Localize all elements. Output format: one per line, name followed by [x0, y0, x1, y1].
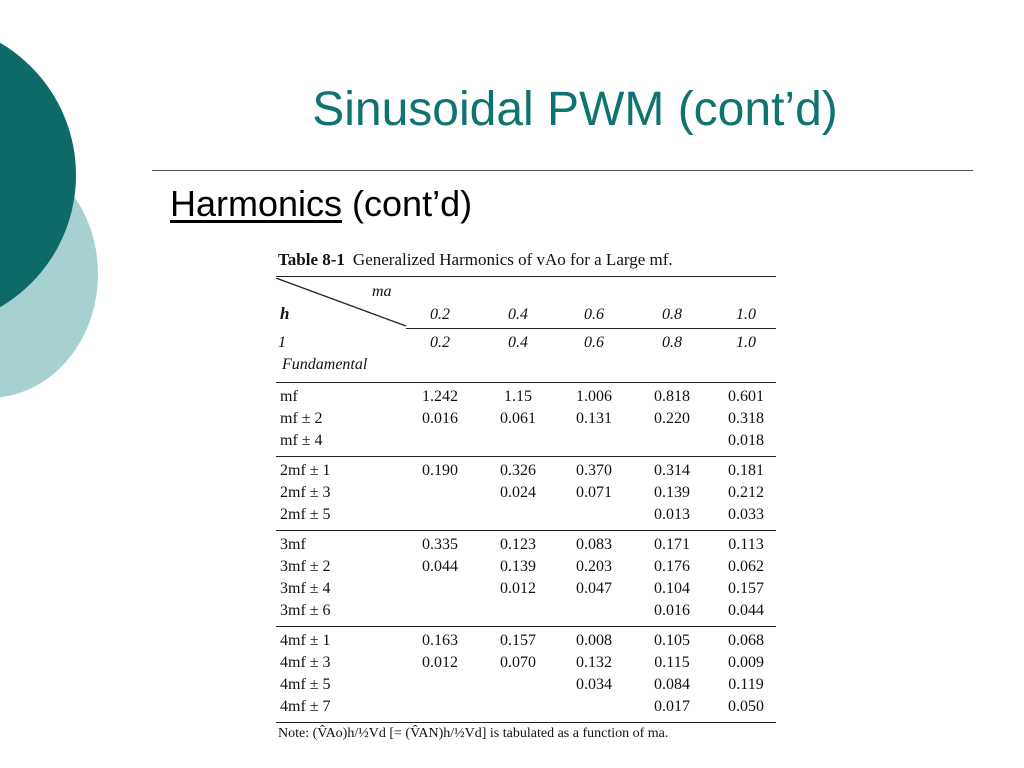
harmonic-order-label: 2mf ± 1 [280, 462, 331, 479]
harmonics-table [276, 250, 776, 750]
harmonic-value: 0.083 [576, 536, 612, 553]
harmonic-value: 0.016 [422, 410, 458, 427]
harmonic-order-label: mf ± 4 [280, 432, 323, 449]
table-row [276, 536, 776, 558]
table-bottom-rule [276, 722, 776, 723]
harmonic-value: 0.115 [654, 654, 690, 671]
harmonic-value: 0.018 [728, 432, 764, 449]
harmonic-value: 0.157 [728, 580, 764, 597]
harmonic-value: 0.105 [654, 632, 690, 649]
table-row [276, 602, 776, 624]
title-divider [152, 170, 973, 171]
harmonic-value: 0.044 [422, 558, 458, 575]
table-row [276, 632, 776, 654]
ma-value: 0.8 [662, 306, 682, 323]
harmonic-value: 0.104 [654, 580, 690, 597]
harmonic-value: 0.818 [654, 388, 690, 405]
harmonic-order-label: 3mf [280, 536, 306, 553]
table-row [276, 506, 776, 528]
harmonic-value: 0.190 [422, 462, 458, 479]
table-row [276, 462, 776, 484]
harmonic-value: 0.013 [654, 506, 690, 523]
harmonic-order-label: 4mf ± 3 [280, 654, 331, 671]
harmonic-value: 0.326 [500, 462, 536, 479]
table-top-rule [276, 276, 776, 277]
harmonic-value: 0.024 [500, 484, 536, 501]
harmonic-value: 0.220 [654, 410, 690, 427]
harmonic-value: 0.068 [728, 632, 764, 649]
harmonic-value: 0.131 [576, 410, 612, 427]
harmonic-value: 0.071 [576, 484, 612, 501]
table-label: Table 8-1 [278, 250, 345, 269]
harmonic-value: 1.242 [422, 388, 458, 405]
harmonic-value: 0.044 [728, 602, 764, 619]
harmonic-value: 0.601 [728, 388, 764, 405]
subtitle-underlined: Harmonics [170, 183, 343, 224]
harmonic-value: 0.062 [728, 558, 764, 575]
header-h: h [280, 304, 290, 323]
table-caption [278, 250, 673, 270]
harmonic-value: 1.15 [504, 388, 532, 405]
harmonic-order-label: 3mf ± 6 [280, 602, 331, 619]
harmonic-value: 0.012 [422, 654, 458, 671]
harmonic-value: 1.006 [576, 388, 612, 405]
table-row [276, 654, 776, 676]
harmonic-value: 0.176 [654, 558, 690, 575]
harmonic-value: 0.139 [654, 484, 690, 501]
ma-value: 0.6 [584, 306, 604, 323]
harmonic-value: 0.017 [654, 698, 690, 715]
slide-title: Sinusoidal PWM (cont’d) [312, 83, 838, 136]
slide-subtitle [170, 183, 472, 225]
table-row [276, 432, 776, 454]
fundamental-rule [276, 382, 776, 383]
header-ma: ma [372, 283, 392, 300]
fundamental-value: 0.6 [584, 334, 604, 351]
harmonic-value: 0.008 [576, 632, 612, 649]
harmonic-value: 0.084 [654, 676, 690, 693]
harmonic-value: 0.123 [500, 536, 536, 553]
harmonic-value: 0.070 [500, 654, 536, 671]
harmonic-value: 0.033 [728, 506, 764, 523]
harmonic-value: 0.314 [654, 462, 690, 479]
table-row [276, 410, 776, 432]
header-bottom-rule [406, 328, 776, 329]
table-row [276, 484, 776, 506]
harmonic-value: 0.016 [654, 602, 690, 619]
harmonic-value: 0.047 [576, 580, 612, 597]
harmonic-value: 0.212 [728, 484, 764, 501]
harmonic-value: 0.157 [500, 632, 536, 649]
harmonic-value: 0.163 [422, 632, 458, 649]
harmonic-value: 0.370 [576, 462, 612, 479]
harmonic-order-label: 4mf ± 7 [280, 698, 331, 715]
ma-value: 0.2 [430, 306, 450, 323]
harmonic-value: 0.119 [728, 676, 764, 693]
harmonic-order-label: 3mf ± 2 [280, 558, 331, 575]
ma-value: 0.4 [508, 306, 528, 323]
group-divider [276, 626, 776, 627]
harmonic-order-label: 2mf ± 3 [280, 484, 331, 501]
fundamental-value: 0.2 [430, 334, 450, 351]
table-row [276, 558, 776, 580]
harmonic-value: 0.335 [422, 536, 458, 553]
table-row [276, 698, 776, 720]
harmonic-value: 0.181 [728, 462, 764, 479]
fundamental-h: 1 [278, 334, 286, 351]
harmonic-order-label: mf ± 2 [280, 410, 323, 427]
harmonic-value: 0.171 [654, 536, 690, 553]
harmonic-value: 0.113 [728, 536, 764, 553]
harmonic-value: 0.318 [728, 410, 764, 427]
harmonic-order-label: 4mf ± 1 [280, 632, 331, 649]
table-row [276, 676, 776, 698]
harmonic-value: 0.034 [576, 676, 612, 693]
harmonic-value: 0.061 [500, 410, 536, 427]
harmonic-order-label: 4mf ± 5 [280, 676, 331, 693]
table-row [276, 580, 776, 602]
ma-values-row [276, 306, 776, 328]
harmonic-value: 0.050 [728, 698, 764, 715]
harmonic-order-label: 3mf ± 4 [280, 580, 331, 597]
harmonic-order-label: mf [280, 388, 298, 405]
group-divider [276, 456, 776, 457]
harmonic-value: 0.012 [500, 580, 536, 597]
ma-value: 1.0 [736, 306, 756, 323]
group-divider [276, 530, 776, 531]
table-row [276, 388, 776, 410]
harmonic-value: 0.139 [500, 558, 536, 575]
table-caption-text: Generalized Harmonics of vAo for a Large mf. [352, 250, 673, 269]
fundamental-value: 0.8 [662, 334, 682, 351]
fundamental-value: 0.4 [508, 334, 528, 351]
harmonic-value: 0.203 [576, 558, 612, 575]
harmonic-value: 0.009 [728, 654, 764, 671]
harmonic-value: 0.132 [576, 654, 612, 671]
fundamental-row [276, 334, 776, 356]
fundamental-value: 1.0 [736, 334, 756, 351]
subtitle-rest: (cont’d) [342, 183, 473, 224]
table-note: Note: (V̂Ao)h/½Vd [= (V̂AN)h/½Vd] is tabulated as a function of ma. [278, 726, 669, 741]
harmonic-order-label: 2mf ± 5 [280, 506, 331, 523]
fundamental-label: Fundamental [282, 356, 368, 373]
